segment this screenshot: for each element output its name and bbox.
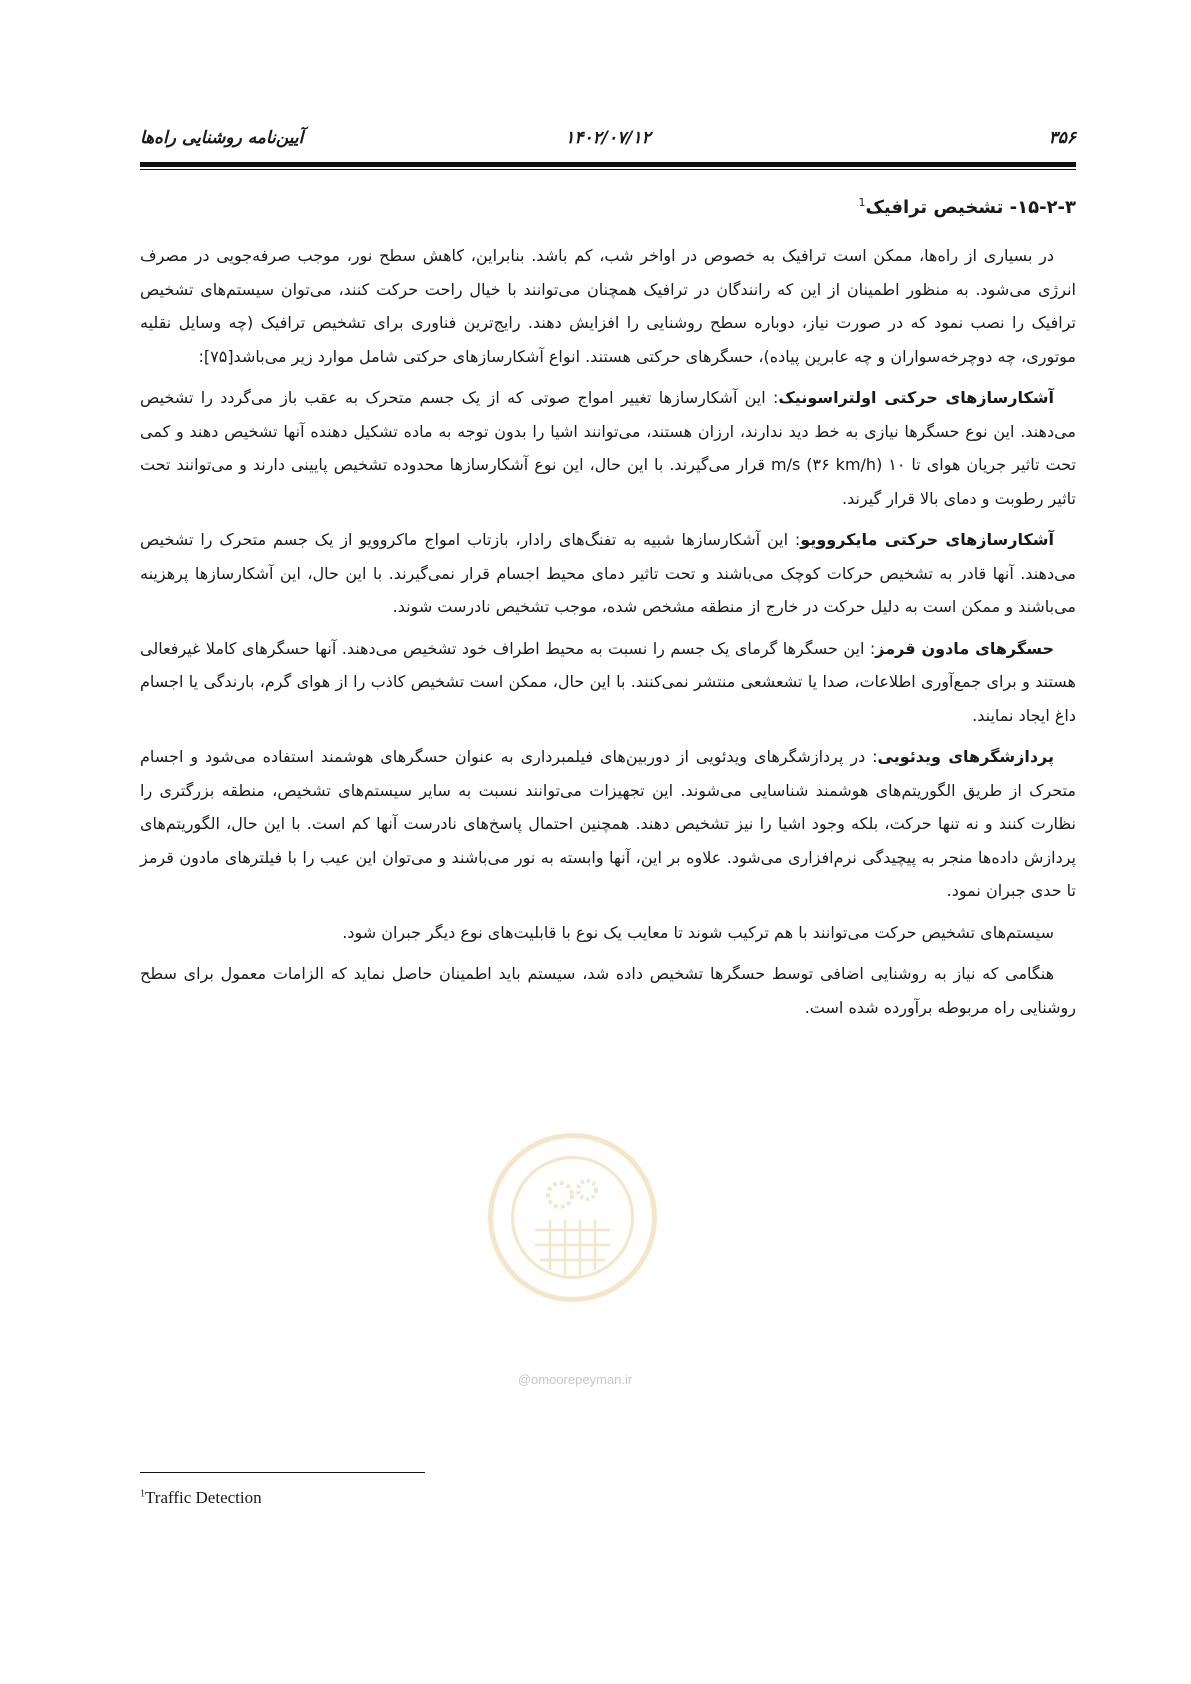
paragraph-text: : در پردازشگرهای ویدئویی از دوربین‌های فیلمبرداری به عنوان حسگرهای هوشمند استفاده می‌شود و اجسام متحرک از طریق الگوریتم‌های هوشمند شناسایی می‌شوند. این تجهیزات می‌توانند نسبت به سایر سیستم‌های تشخیص، منطقه بزرگتری را نظارت کنند و نه تنها حرکت، بلکه وجود اشیا را نیز تشخیص دهند. همچنین احتمال پاسخ‌های نادرست آنها کم است. با این حال، الگوریتم‌های پردازش داده‌ها منجر به پیچیدگی نرم‌افزاری می‌شود. علاوه بر این، آنها وابسته به نور می‌باشند و می‌توان این عیب را با فیلترهای مادون قرمز تا حدی جبران نمود. [140, 747, 1076, 900]
document-title: آیین‌نامه روشنایی راه‌ها [140, 128, 304, 148]
paragraph-intro [140, 239, 1076, 373]
footnote-number: 1 [140, 1488, 145, 1500]
paragraph-text: : این آشکارسازها تغییر امواج صوتی که از یک جسم متحرک به عقب باز می‌گردد را تشخیص می‌دهند. این نوع حسگرها نیازی به خط دید ندارند، ارزان هستند، می‌توانند اشیا را بدون توجه به ماده تشکیل دهنده آنها تشخیص دهند و کمی تحت تاثیر جریان هوای تا ۱۰ m/s (۳۶ km/h) قرار می‌گیرند. با این حال، این نوع آشکارسازها محدوده تشخیص پایینی دارند و می‌توانند تحت تاثیر رطوبت و دمای بالا قرار گیرند. [140, 388, 1077, 508]
footnote [140, 1488, 262, 1508]
paragraph-ultrasonic [140, 381, 1076, 515]
header-date: ۱۴۰۲/۰۷/۱۲ [565, 128, 651, 148]
paragraph-text: در بسیاری از راه‌ها، ممکن است ترافیک به خصوص در اواخر شب، کم باشد. بنابراین، کاهش سطح نور، موجب صرفه‌جویی در مصرف انرژی می‌شود. به منظور اطمینان از این که رانندگان در ترافیک همچنان می‌توانند با خیال راحت حرکت کنند، می‌توان سیستم‌های تشخیص ترافیک را نصب نمود که در صورت نیاز، دوباره سطح روشنایی را افزایش دهند. رایج‌ترین فناوری برای تشخیص ترافیک (چه وسایل نقلیه موتوری، چه دوچرخه‌سواران و چه عابرین پیاده)، حسگرهای حرکتی هستند. انواع آشکارسازهای حرکتی شامل موارد زیر می‌باشد[۷۵]: [140, 246, 1076, 366]
paragraph-term: پردازشگرهای ویدئویی [877, 747, 1055, 766]
section-heading [140, 186, 1076, 225]
paragraph-text: سیستم‌های تشخیص حرکت می‌توانند با هم ترکیب شوند تا معایب یک نوع با قابلیت‌های نوع دیگر جبران شود. [342, 922, 1054, 942]
header-rule-thick [140, 162, 1076, 167]
page-header [140, 128, 1076, 154]
watermark-text: @omoorepeyman.ir [517, 1372, 633, 1387]
page-number: ۳۵۶ [1048, 128, 1076, 148]
paragraph-conclusion [140, 957, 1076, 1024]
footnote-reference: 1 [858, 196, 866, 209]
footnote-text: Traffic Detection [145, 1488, 262, 1507]
paragraph-microwave [140, 523, 1076, 624]
header-rule-thin [140, 169, 1076, 170]
paragraph-term: آشکارسازهای حرکتی اولتراسونیک [778, 388, 1055, 407]
paragraph-term: حسگرهای مادون قرمز [875, 638, 1055, 658]
body-content [140, 186, 1076, 1032]
paragraph-text: : این آشکارسازها شبیه به تفنگ‌های رادار، بازتاب امواج ماکروویو از یک جسم متحرک را تشخیص می‌دهند. آنها قادر به تشخیص حرکات کوچک می‌باشند و تحت تاثیر دمای محیط اجسام قرار نمی‌گیرند. با این حال، این آشکارسازها پرهزینه می‌باشند و ممکن است به دلیل حرکت در خارج از منطقه مشخص شده، موجب تشخیص نادرست شوند. [140, 530, 1076, 616]
section-title-text: ۱۵-۲-۳- تشخیص ترافیک [865, 197, 1076, 218]
footnote-separator [140, 1472, 425, 1473]
paragraph-combination [140, 916, 1076, 950]
paragraph-text: : این حسگرها گرمای یک جسم را نسبت به محیط اطراف خود تشخیص می‌دهند. آنها حسگرهای کاملا غیرفعالی هستند و برای جمع‌آوری اطلاعات، صدا یا تشعشعی منتشر نمی‌کنند. با این حال، ممکن است تشخیص کاذب را از هوای گرم، بارندگی یا اجسام داغ ایجاد نمایند. [140, 638, 1076, 725]
paragraph-text: هنگامی که نیاز به روشنایی اضافی توسط حسگرها تشخیص داده شد، سیستم باید اطمینان حاصل نماید که الزامات معمول برای سطح روشنایی راه مربوطه برآورده شده است. [140, 964, 1076, 1017]
paragraph-video [140, 740, 1076, 908]
paragraph-term: آشکارسازهای حرکتی مایکروویو [800, 530, 1054, 549]
watermark-seal-icon [485, 1130, 660, 1305]
paragraph-infrared [140, 632, 1076, 733]
